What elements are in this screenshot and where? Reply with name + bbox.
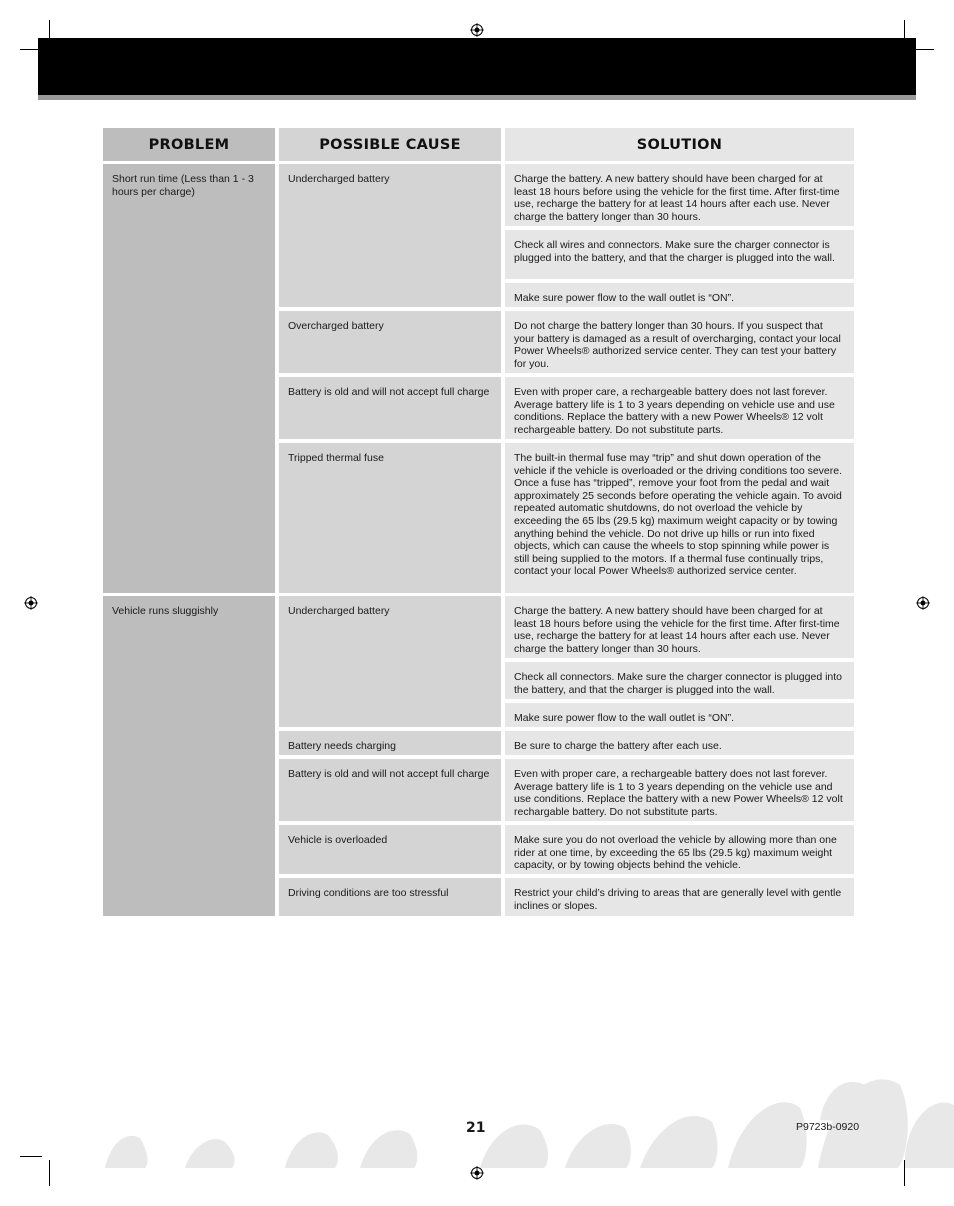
solution-cell: Check all connectors. Make sure the charger connector is plugged into the battery, and that the charger is plugged into the wall.	[505, 662, 854, 699]
registration-mark-icon	[916, 596, 930, 610]
solution-cell: Even with proper care, a rechargeable battery does not last forever. Average battery life is 1 to 3 years depending on the vehicle use and use conditions. Replace the battery with a new Power Wheels® 12 volt rechargable battery. Do not substitute parts.	[505, 759, 854, 821]
cause-cell: Vehicle is overloaded	[279, 825, 501, 874]
problem-cell: Short run time (Less than 1 - 3 hours per charge)	[103, 164, 275, 593]
cause-cell: Overcharged battery	[279, 311, 501, 373]
crop-mark	[20, 49, 48, 50]
cause-cell: Undercharged battery	[279, 164, 501, 307]
solution-cell: The built-in thermal fuse may “trip” and shut down operation of the vehicle if the vehicle is overloaded or the driving conditions too severe. Once a fuse has “tripped”, remove your foot from the pedal and wait approximately 25 seconds before operating the vehicle again. To avoid repeated automatic shutdowns, do not overload the vehicle by exceeding the 65 lbs (29.5 kg) maximum weight capacity or by towing anything behind the vehicle. Do not drive up hills or run into fixed objects, which can cause the wheels to stop spinning while power is still being supplied to the motors. If a thermal fuse continually trips, contact your local Power Wheels® authorized service center.	[505, 443, 854, 593]
registration-mark-icon	[24, 596, 38, 610]
solution-cell: Do not charge the battery longer than 30 hours. If you suspect that your battery is damaged as a result of overcharging, contact your local Power Wheels® authorized service center. They can test your battery for you.	[505, 311, 854, 373]
solution-cell: Even with proper care, a rechargeable battery does not last forever. Average battery life is 1 to 3 years depending on vehicle use and use conditions. Replace the battery with a new Power Wheels® 12 volt rechargeable battery. Do not substitute parts.	[505, 377, 854, 439]
header-strip	[38, 95, 916, 100]
header-solution: SOLUTION	[505, 128, 854, 161]
solution-cell: Make sure power flow to the wall outlet is “ON”.	[505, 283, 854, 307]
cause-cell: Battery is old and will not accept full charge	[279, 759, 501, 821]
crop-mark	[49, 20, 50, 48]
solution-cell: Restrict your child’s driving to areas that are generally level with gentle inclines or slopes.	[505, 878, 854, 916]
header-bar	[38, 38, 916, 95]
solution-cell: Make sure you do not overload the vehicle by allowing more than one rider at one time, by exceeding the 65 lbs (29.5 kg) maximum weight capacity, or by towing objects behind the vehicle.	[505, 825, 854, 874]
crop-mark	[906, 49, 934, 50]
cause-cell: Tripped thermal fuse	[279, 443, 501, 593]
cause-cell: Battery needs charging	[279, 731, 501, 755]
cause-cell: Undercharged battery	[279, 596, 501, 727]
crop-mark	[904, 20, 905, 48]
header-possible-cause: POSSIBLE CAUSE	[279, 128, 501, 161]
cause-cell: Battery is old and will not accept full charge	[279, 377, 501, 439]
registration-mark-icon	[470, 23, 484, 37]
header-problem: PROBLEM	[103, 128, 275, 161]
solution-cell: Charge the battery. A new battery should have been charged for at least 18 hours before using the vehicle for the first time. After first-time use, recharge the battery for at least 14 hours after each use. Never charge the battery longer than 30 hours.	[505, 164, 854, 226]
cause-cell: Driving conditions are too stressful	[279, 878, 501, 916]
document-code: P9723b-0920	[796, 1121, 860, 1133]
solution-cell: Be sure to charge the battery after each use.	[505, 731, 854, 755]
solution-cell: Charge the battery. A new battery should have been charged for at least 18 hours before using the vehicle for the first time. After first-time use, recharge the battery for at least 14 hours after each use. Never charge the battery longer than 30 hours.	[505, 596, 854, 658]
page-number: 21	[466, 1120, 486, 1136]
problem-cell: Vehicle runs sluggishly	[103, 596, 275, 916]
solution-cell: Make sure power flow to the wall outlet is “ON”.	[505, 703, 854, 727]
decorative-footer-pattern	[0, 1060, 954, 1170]
solution-cell: Check all wires and connectors. Make sure the charger connector is plugged into the battery, and that the charger is plugged into the wall.	[505, 230, 854, 279]
